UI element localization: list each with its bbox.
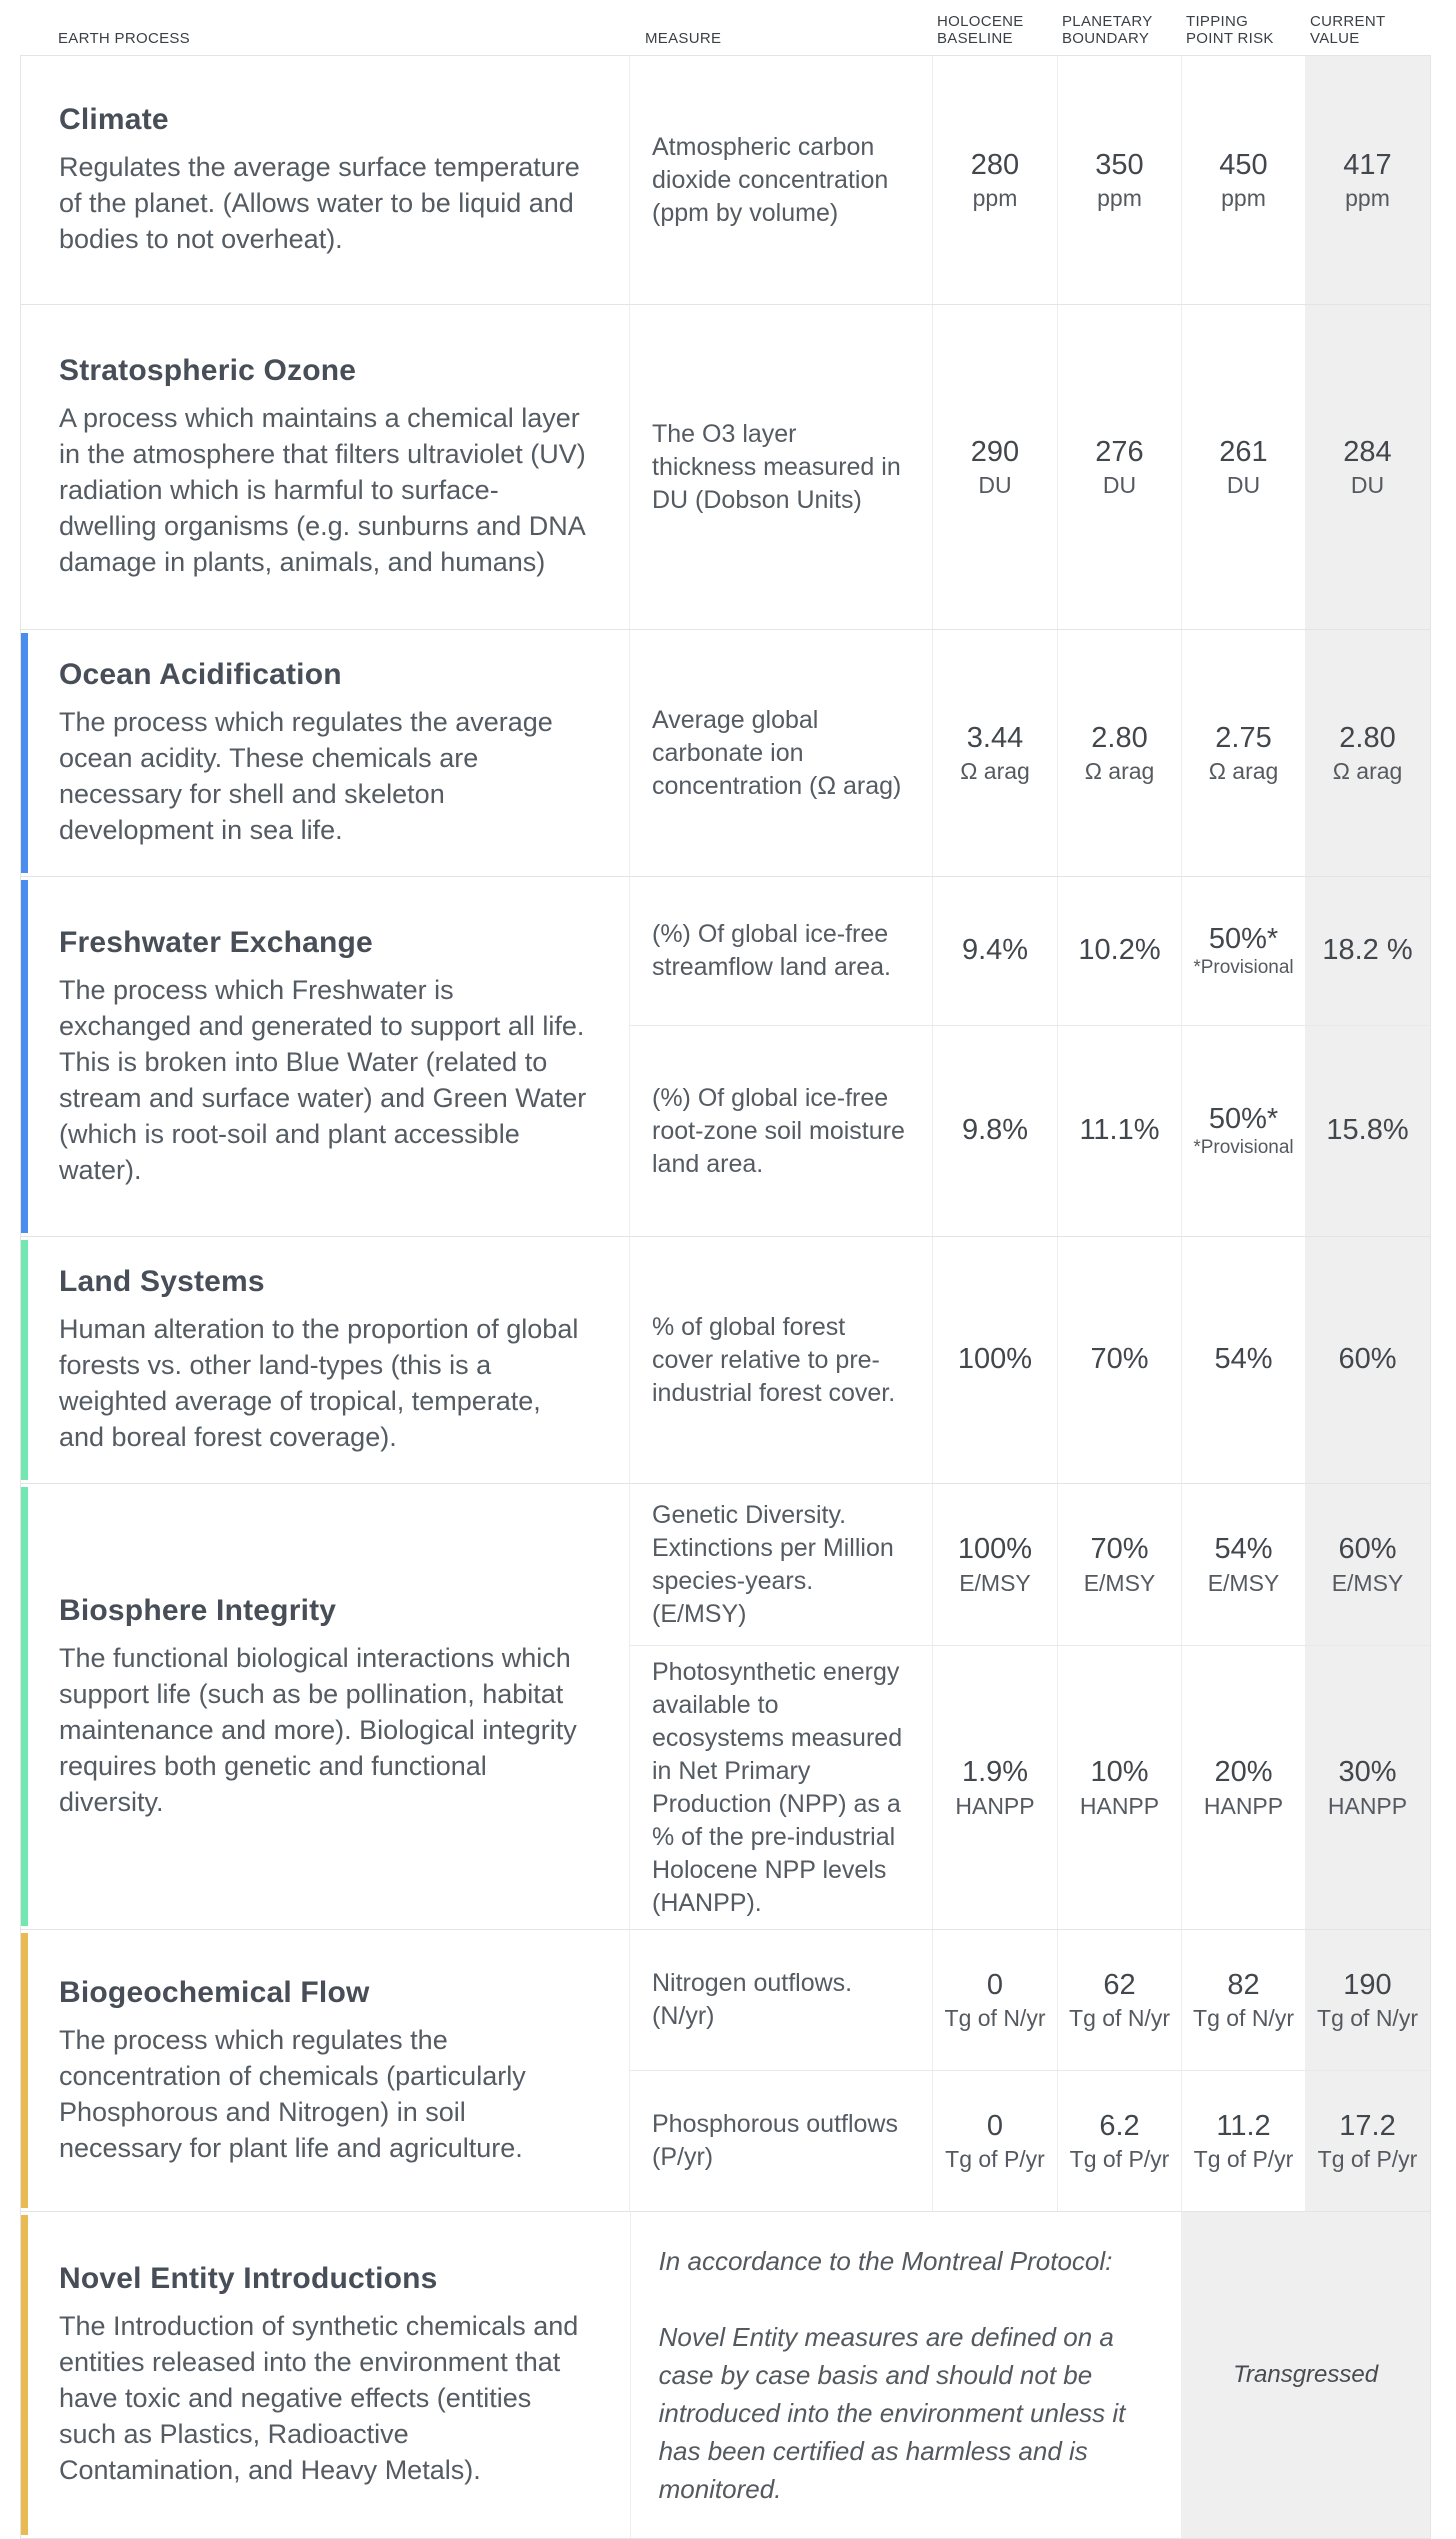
holocene-value: 100% E/MSY — [932, 1484, 1057, 1645]
process-description: The process which Freshwater is exchanged and generated to support all life. This is broken into Blue Water (related to stream and surface water) and Green Water (which is root-soil and plant accessible water). — [59, 974, 587, 1185]
measure-row — [629, 1930, 1430, 2070]
earth-process-cell — [21, 1484, 629, 1929]
earth-process-cell — [21, 305, 629, 629]
planetary-value: 6.2 Tg of P/yr — [1057, 2071, 1181, 2211]
measure-row — [629, 1237, 1430, 1483]
tipping-value: 50%* *Provisional — [1181, 877, 1305, 1025]
status-text: Transgressed — [1233, 2361, 1379, 2388]
earth-process-cell — [21, 630, 629, 876]
process-title: Land Systems — [59, 1265, 265, 1298]
tipping-value: 2.75 Ω arag — [1181, 630, 1305, 876]
planetary-value: 11.1% — [1057, 1026, 1181, 1236]
col-header-tipping-point-risk: TIPPING POINT RISK — [1186, 13, 1274, 47]
process-description: The process which regulates the concentration of chemicals (particularly Phosphorous and Nitrogen) in soil necessary for plant life and agriculture. — [59, 2024, 526, 2163]
row-ocean-acidification — [21, 629, 1430, 876]
row-biogeochemical-flow — [21, 1929, 1430, 2211]
measure-cell: Average global carbonate ion concentration (Ω arag) — [629, 630, 932, 876]
process-description: The functional biological interactions which support life (such as be pollination, habitat maintenance and more). Biological integrity requires both genetic and functional diversity. — [59, 1642, 577, 1817]
holocene-value: 0 Tg of P/yr — [932, 2071, 1057, 2211]
tipping-value: 50%* *Provisional — [1181, 1026, 1305, 1236]
row-novel-entity-introductions — [21, 2211, 1430, 2538]
note-line-2: Novel Entity measures are defined on a case by case basis and should not be introduced into the environment unless it has been certified as harmless and is monitored. — [658, 2322, 1126, 2504]
measure-row — [629, 1484, 1430, 1645]
tipping-value: 82 Tg of N/yr — [1181, 1930, 1305, 2070]
measure-note-cell — [630, 2212, 1182, 2538]
planetary-value: 10.2% — [1057, 877, 1181, 1025]
row-land-systems — [21, 1236, 1430, 1483]
process-description: Human alteration to the proportion of global forests vs. other land-types (this is a weighted average of tropical, temperate, and boreal forest coverage). — [59, 1314, 579, 1452]
process-title: Biogeochemical Flow — [59, 1975, 370, 2009]
holocene-value: 290 DU — [932, 305, 1057, 629]
holocene-value: 0 Tg of N/yr — [932, 1930, 1057, 2070]
tipping-value: 450 ppm — [1181, 56, 1305, 304]
process-title: Stratospheric Ozone — [59, 354, 357, 387]
col-header-earth-process: EARTH PROCESS — [58, 30, 190, 47]
current-value: 284 DU — [1305, 305, 1430, 629]
current-value: 417 ppm — [1305, 56, 1430, 304]
measure-cell: % of global forest cover relative to pre-industrial forest cover. — [629, 1237, 932, 1483]
measure-row — [629, 1645, 1430, 1929]
holocene-value: 9.8% — [932, 1026, 1057, 1236]
earth-process-cell — [21, 1930, 629, 2211]
current-value: 30% HANPP — [1305, 1646, 1430, 1929]
process-description: Regulates the average surface temperature of the planet. (Allows water to be liquid and bodies to not overheat). — [59, 152, 580, 254]
process-title: Ocean Acidification — [59, 658, 342, 691]
table-body — [20, 55, 1431, 2539]
measure-row — [629, 305, 1430, 629]
col-header-current-value: CURRENT VALUE — [1310, 13, 1386, 47]
holocene-value: 9.4% — [932, 877, 1057, 1025]
current-value: 2.80 Ω arag — [1305, 630, 1430, 876]
holocene-value: 280 ppm — [932, 56, 1057, 304]
measure-row — [629, 1025, 1430, 1236]
note-line-1: In accordance to the Montreal Protocol: — [658, 2246, 1113, 2276]
measure-cell: The O3 layer thickness measured in DU (Dobson Units) — [629, 305, 932, 629]
measure-cell: Atmospheric carbon dioxide concentration (ppm by volume) — [629, 56, 932, 304]
planetary-value: 2.80 Ω arag — [1057, 630, 1181, 876]
process-title: Climate — [59, 103, 169, 136]
measure-cell: Phosphorous outflows (P/yr) — [629, 2071, 932, 2211]
process-description: The process which regulates the average ocean acidity. These chemicals are necessary for shell and skeleton development in sea life. — [59, 707, 553, 845]
measure-row — [629, 630, 1430, 876]
current-value: 18.2 % — [1305, 877, 1430, 1025]
tipping-value: 11.2 Tg of P/yr — [1181, 2071, 1305, 2211]
col-header-holocene-baseline: HOLOCENE BASELINE — [937, 13, 1024, 47]
current-value: 17.2 Tg of P/yr — [1305, 2071, 1430, 2211]
planetary-value: 276 DU — [1057, 305, 1181, 629]
row-stratospheric-ozone — [21, 304, 1430, 629]
row-climate — [21, 56, 1430, 304]
earth-process-cell — [21, 1237, 629, 1483]
earth-process-cell — [21, 2212, 630, 2538]
process-description: A process which maintains a chemical layer in the atmosphere that filters ultraviolet (UV) radiation which is harmful to surface-dwelling organisms (e.g. sunburns and DNA damage in plants, animals, and humans) — [59, 403, 586, 577]
holocene-value: 1.9% HANPP — [932, 1646, 1057, 1929]
measure-row — [629, 877, 1430, 1025]
planetary-value: 350 ppm — [1057, 56, 1181, 304]
col-header-measure: MEASURE — [645, 30, 722, 47]
tipping-value: 20% HANPP — [1181, 1646, 1305, 1929]
current-value: 190 Tg of N/yr — [1305, 1930, 1430, 2070]
measure-cell: Photosynthetic energy available to ecosystems measured in Net Primary Production (NPP) as a % of the pre-industrial Holocene NPP levels (HANPP). — [629, 1646, 932, 1929]
planetary-value: 10% HANPP — [1057, 1646, 1181, 1929]
planetary-value: 70% E/MSY — [1057, 1484, 1181, 1645]
tipping-value: 261 DU — [1181, 305, 1305, 629]
tipping-value: 54% E/MSY — [1181, 1484, 1305, 1645]
tipping-value: 54% — [1181, 1237, 1305, 1483]
current-value: 15.8% — [1305, 1026, 1430, 1236]
measure-cell: (%) Of global ice-free root-zone soil moisture land area. — [629, 1026, 932, 1236]
holocene-value: 3.44 Ω arag — [932, 630, 1057, 876]
col-header-planetary-boundary: PLANETARY BOUNDARY — [1062, 13, 1153, 47]
measure-cell: (%) Of global ice-free streamflow land area. — [629, 877, 932, 1025]
table-header — [20, 0, 1431, 55]
holocene-value: 100% — [932, 1237, 1057, 1483]
measure-cell: Nitrogen outflows. (N/yr) — [629, 1930, 932, 2070]
status-cell — [1181, 2212, 1430, 2538]
current-value: 60% E/MSY — [1305, 1484, 1430, 1645]
measure-row — [629, 56, 1430, 304]
process-title: Biosphere Integrity — [59, 1593, 337, 1627]
process-description: The Introduction of synthetic chemicals and entities released into the environment that have toxic and negative effects (entities such as Plastics, Radioactive Contamination, and Heavy Metals). — [59, 2311, 579, 2485]
planetary-value: 70% — [1057, 1237, 1181, 1483]
earth-process-cell — [21, 877, 629, 1236]
row-biosphere-integrity — [21, 1483, 1430, 1929]
current-value: 60% — [1305, 1237, 1430, 1483]
planetary-value: 62 Tg of N/yr — [1057, 1930, 1181, 2070]
process-title: Freshwater Exchange — [59, 925, 373, 959]
planetary-boundaries-table — [20, 0, 1431, 2539]
measure-cell: Genetic Diversity. Extinctions per Million species-years. (E/MSY) — [629, 1484, 932, 1645]
process-title: Novel Entity Introductions — [59, 2262, 438, 2295]
row-freshwater-exchange — [21, 876, 1430, 1236]
measure-row — [629, 2070, 1430, 2211]
earth-process-cell — [21, 56, 629, 304]
